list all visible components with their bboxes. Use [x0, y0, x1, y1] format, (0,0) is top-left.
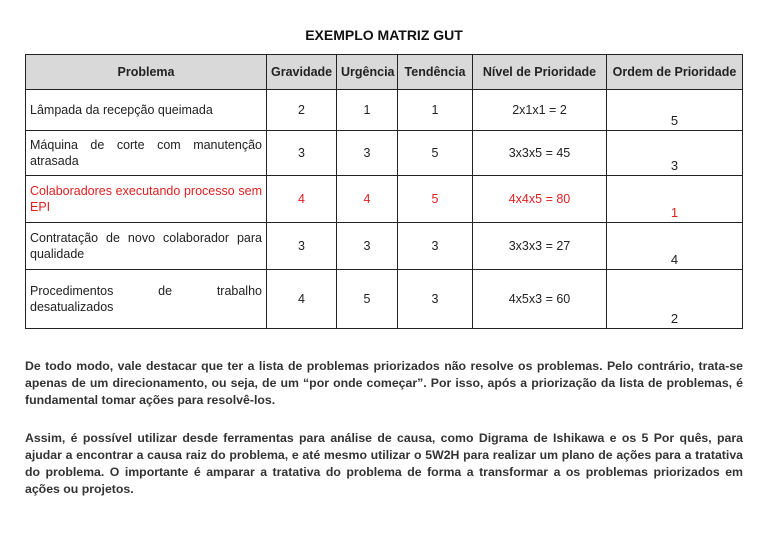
header-gravidade: Gravidade [267, 55, 337, 90]
header-ordem-prioridade: Ordem de Prioridade [607, 55, 743, 90]
cell-gravidade: 2 [267, 90, 337, 131]
header-urgencia: Urgência [337, 55, 398, 90]
cell-urgencia: 3 [337, 131, 398, 176]
cell-ordem: 2 [607, 270, 743, 329]
cell-nivel: 4x5x3 = 60 [473, 270, 607, 329]
cell-nivel: 2x1x1 = 2 [473, 90, 607, 131]
cell-gravidade: 4 [267, 176, 337, 223]
gut-matrix-table [25, 54, 743, 329]
cell-nivel: 3x3x3 = 27 [473, 223, 607, 270]
table-row [26, 131, 743, 176]
table-header-row [26, 55, 743, 90]
table-row [26, 223, 743, 270]
cell-nivel: 3x3x5 = 45 [473, 131, 607, 176]
cell-urgencia: 1 [337, 90, 398, 131]
header-tendencia: Tendência [398, 55, 473, 90]
cell-tendencia: 5 [398, 176, 473, 223]
cell-nivel: 4x4x5 = 80 [473, 176, 607, 223]
document-title: EXEMPLO MATRIZ GUT [305, 27, 463, 43]
header-problema: Problema [26, 55, 267, 90]
cell-ordem: 3 [607, 131, 743, 176]
cell-problema: Colaboradores executando processo sem EPI [26, 176, 267, 223]
cell-urgencia: 5 [337, 270, 398, 329]
paragraph-ferramentas: Assim, é possível utilizar desde ferramentas para análise de causa, como Digrama de Ishikawa e os 5 Por quês, para ajudar a encontrar a causa raiz do problema, e até mesmo utilizar o 5W2H para realizar um plano de ações para a tratativa do problema. O importante é amparar a tratativa do problema de forma a transformar a os problemas priorizados em ações ou projetos. [25, 431, 743, 496]
cell-ordem: 5 [607, 90, 743, 131]
cell-ordem: 1 [607, 176, 743, 223]
cell-ordem: 4 [607, 223, 743, 270]
cell-gravidade: 3 [267, 131, 337, 176]
cell-urgencia: 4 [337, 176, 398, 223]
header-nivel-prioridade: Nível de Prioridade [473, 55, 607, 90]
cell-gravidade: 3 [267, 223, 337, 270]
cell-tendencia: 3 [398, 270, 473, 329]
table-row [26, 270, 743, 329]
cell-problema: Procedimentos de trabalho desatualizados [26, 270, 267, 329]
paragraph-priorizacao: De todo modo, vale destacar que ter a lista de problemas priorizados não resolve os problemas. Pelo contrário, trata-se apenas de um direcionamento, ou seja, de um “por onde começar”. Por isso, após a priorização da lista de problemas, é fundamental tomar ações para resolvê-los. [25, 359, 743, 407]
cell-tendencia: 3 [398, 223, 473, 270]
cell-urgencia: 3 [337, 223, 398, 270]
table-row-highlighted [26, 176, 743, 223]
cell-problema: Máquina de corte com manutenção atrasada [26, 131, 267, 176]
table-row [26, 90, 743, 131]
cell-gravidade: 4 [267, 270, 337, 329]
cell-problema: Lâmpada da recepção queimada [26, 90, 267, 131]
cell-tendencia: 1 [398, 90, 473, 131]
cell-tendencia: 5 [398, 131, 473, 176]
cell-problema: Contratação de novo colaborador para qualidade [26, 223, 267, 270]
